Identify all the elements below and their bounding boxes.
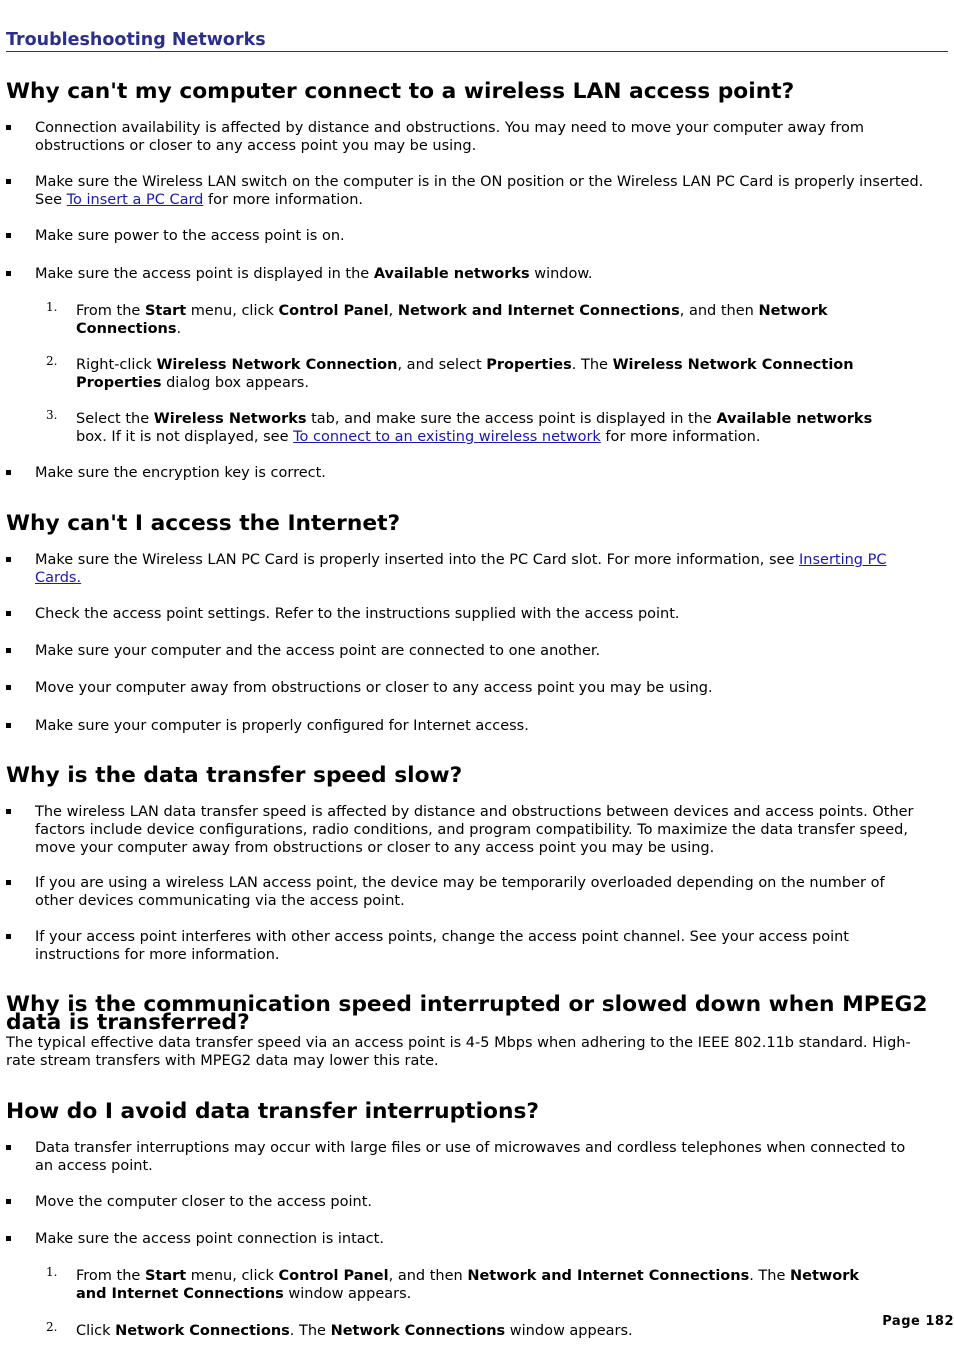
list-item	[6, 717, 924, 735]
bullet-square-icon	[6, 1199, 11, 1204]
page-title: Troubleshooting Networks	[6, 29, 948, 52]
bullet-square-icon	[6, 271, 11, 276]
list-item-text: Make sure the encryption key is correct.	[35, 465, 326, 481]
question-heading: Why can't I access the Internet?	[6, 511, 401, 536]
list-item	[6, 551, 924, 587]
list-item	[6, 227, 924, 245]
step-number: 1.	[46, 300, 58, 314]
bullet-square-icon	[6, 179, 11, 184]
insert-pc-card-link[interactable]: To insert a PC Card	[66, 192, 204, 208]
step-text: Click Network Connections. The Network Connections window appears.	[76, 1323, 633, 1339]
list-item	[6, 605, 924, 623]
step-number: 3.	[46, 408, 58, 422]
list-item	[6, 1139, 924, 1175]
list-item-text: Make sure the Wireless LAN switch on the computer is in the ON position or the Wireless LAN PC Card is properly inserted. See To insert a PC Card for more information.	[35, 174, 924, 208]
list-item	[6, 1230, 924, 1248]
list-item-text: Make sure your computer and the access point are connected to one another.	[35, 643, 601, 659]
bullet-square-icon	[6, 470, 11, 475]
bullet-square-icon	[6, 809, 11, 814]
bullet-square-icon	[6, 648, 11, 653]
question-heading: Why is the communication speed interrupted or slowed down when MPEG2 data is transferred?	[6, 992, 928, 1035]
list-item-text: Make sure the access point connection is intact.	[35, 1231, 384, 1247]
list-item-text: Make sure power to the access point is on.	[35, 228, 345, 244]
list-item	[6, 679, 924, 697]
list-item	[6, 265, 924, 283]
step-number: 1.	[46, 1265, 58, 1279]
step-item	[46, 410, 876, 446]
list-item-text: Check the access point settings. Refer to the instructions supplied with the access point.	[35, 606, 680, 622]
question-heading: How do I avoid data transfer interruptions?	[6, 1099, 540, 1124]
step-text: Select the Wireless Networks tab, and make sure the access point is displayed in the Available networks box. If it is not displayed, see To connect to an existing wireless network for more information.	[76, 411, 873, 445]
step-item	[46, 1322, 876, 1340]
list-item-text: Make sure the access point is displayed in the Available networks window.	[35, 266, 593, 282]
bullet-square-icon	[6, 1236, 11, 1241]
paragraph: The typical effective data transfer speed via an access point is 4-5 Mbps when adhering to the IEEE 802.11b standard. High-rate stream transfers with MPEG2 data may lower this rate.	[6, 1035, 911, 1069]
step-number: 2.	[46, 354, 58, 368]
step-text: From the Start menu, click Control Panel, Network and Internet Connections, and then Network Connections.	[76, 303, 828, 337]
step-item	[46, 356, 876, 392]
inserting-pc-cards-link[interactable]: Inserting PC Cards.	[35, 552, 887, 586]
list-item-text: Data transfer interruptions may occur with large files or use of microwaves and cordless telephones when connected to an access point.	[35, 1140, 906, 1174]
bullet-square-icon	[6, 934, 11, 939]
bullet-square-icon	[6, 557, 11, 562]
list-item	[6, 119, 924, 155]
bullet-square-icon	[6, 723, 11, 728]
bullet-square-icon	[6, 125, 11, 130]
bullet-square-icon	[6, 1145, 11, 1150]
question-heading: Why is the data transfer speed slow?	[6, 763, 463, 788]
list-item	[6, 173, 924, 209]
list-item-text: Move the computer closer to the access point.	[35, 1194, 372, 1210]
list-item	[6, 874, 924, 910]
question-heading: Why can't my computer connect to a wireless LAN access point?	[6, 79, 795, 104]
connect-existing-network-link[interactable]: To connect to an existing wireless network	[293, 429, 601, 445]
list-item-text: Make sure your computer is properly configured for Internet access.	[35, 718, 529, 734]
list-item-text: If your access point interferes with other access points, change the access point channel. See your access point instructions for more information.	[35, 929, 849, 963]
step-item	[46, 1267, 876, 1303]
page-number: Page 182	[882, 1314, 954, 1329]
bullet-square-icon	[6, 611, 11, 616]
list-item-text: Connection availability is affected by distance and obstructions. You may need to move your computer away from obstructions or closer to any access point you may be using.	[35, 120, 865, 154]
list-item	[6, 1193, 924, 1211]
list-item-text: Make sure the Wireless LAN PC Card is properly inserted into the PC Card slot. For more information, see Inserting PC Cards.	[35, 552, 887, 586]
step-item	[46, 302, 876, 338]
step-number: 2.	[46, 1320, 58, 1334]
bullet-square-icon	[6, 880, 11, 885]
list-item	[6, 803, 924, 857]
list-item	[6, 464, 924, 482]
list-item	[6, 928, 924, 964]
list-item	[6, 642, 924, 660]
list-item-text: If you are using a wireless LAN access point, the device may be temporarily overloaded depending on the number of other devices communicating via the access point.	[35, 875, 885, 909]
step-text: Right-click Wireless Network Connection, and select Properties. The Wireless Network Connection Properties dialog box appears.	[76, 357, 854, 391]
bullet-square-icon	[6, 685, 11, 690]
step-text: From the Start menu, click Control Panel, and then Network and Internet Connections. The Network and Internet Connections window appears.	[76, 1268, 860, 1302]
list-item-text: The wireless LAN data transfer speed is affected by distance and obstructions between devices and access points. Other factors include device configurations, radio conditions, and program compatibility. To maximize the data transfer speed, move your computer away from obstructions or closer to any access point you may be using.	[35, 804, 914, 856]
list-item-text: Move your computer away from obstructions or closer to any access point you may be using.	[35, 680, 713, 696]
bullet-square-icon	[6, 233, 11, 238]
